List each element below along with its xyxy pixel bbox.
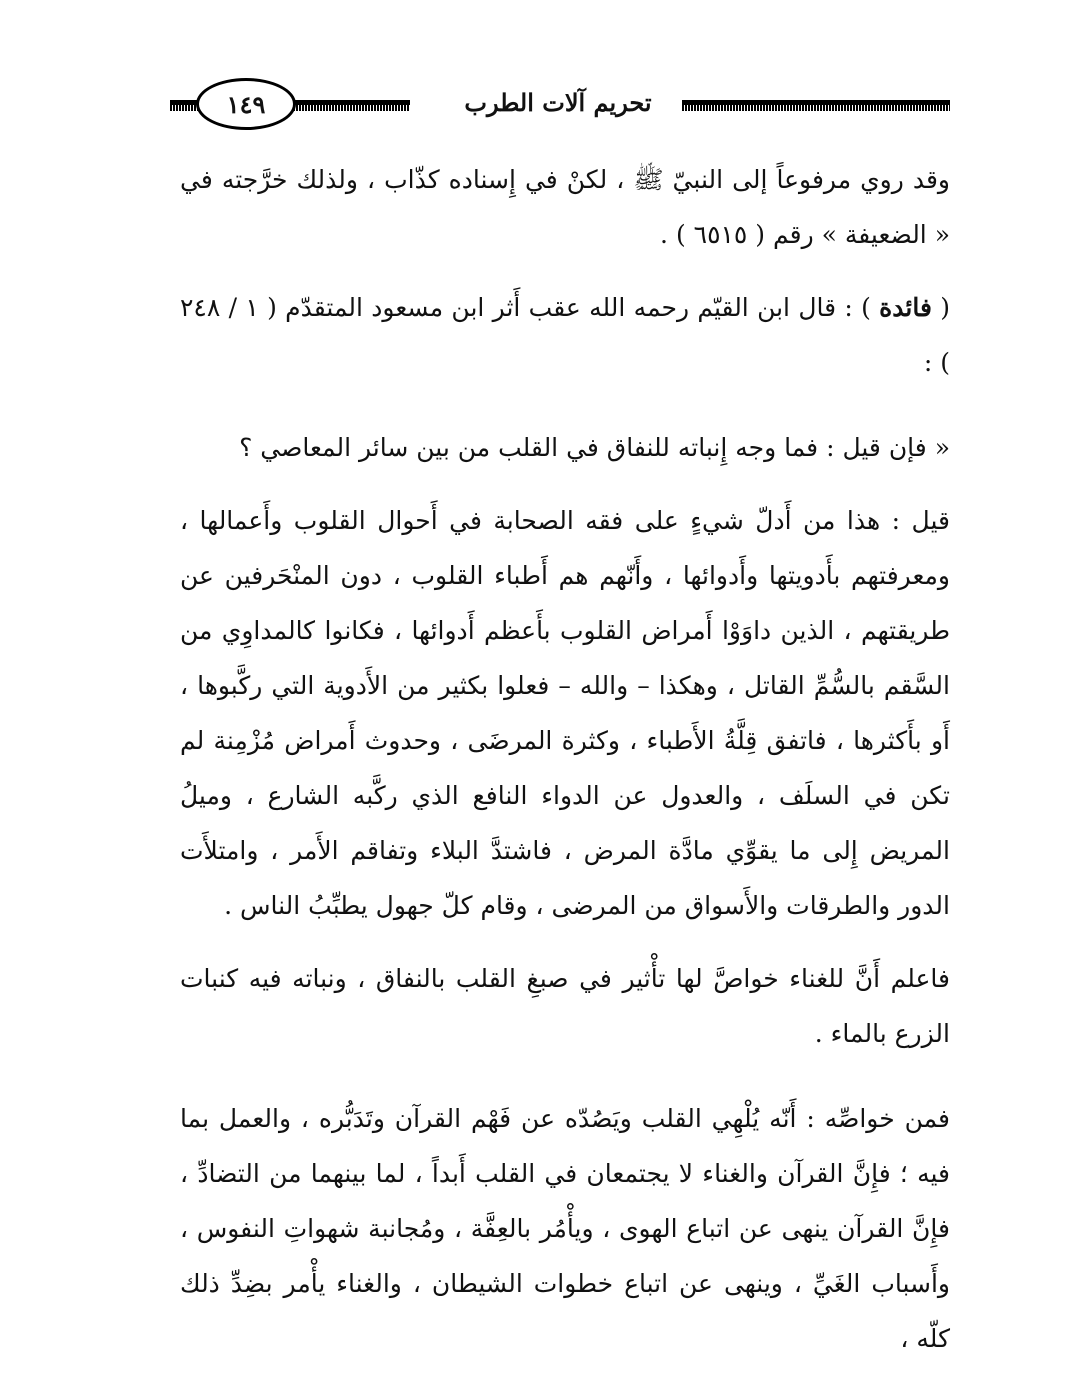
paragraph-2-open: ( <box>931 293 950 322</box>
page-number: ١٤٩ <box>226 89 266 119</box>
paragraph-2-text: ) : قال ابن القيّم رحمه الله عقب أَثر ابن مسعود المتقدّم ( ١ / ٢٤٨ ) : <box>180 293 950 377</box>
benefit-label: فائدة <box>879 293 932 322</box>
paragraph-3: « فإن قيل : فما وجه إِنباته للنفاق في القلب من بين سائر المعاصي ؟ <box>239 433 950 462</box>
page-number-badge <box>196 78 296 130</box>
paragraph-4: قيل : هذا من أَدلّ شيءٍ على فقه الصحابة في أَحوال القلوب وأَعمالها ، ومعرفتهم بأَدويتها وأَدوائها ، وأَنّهم هم أَطباء القلوب ، دون المنْحَرفين عن طريقتهم ، الذين داوَوْا أَمراض القلوب بأَعظم أَدوائها ، فكانوا كالمداوِي من السَّقم بالسُّمِّ القاتل ، وهكذا – والله – فعلوا بكثير من الأَدوية التي ركَّبوها ، أَو بأَكثرها ، فاتفق قِلَّةُ الأَطباء ، وكثرة المرضَى ، وحدوث أَمراض مُزْمِنة لم تكن في السلَف ، والعدول عن الدواء النافع الذي ركَّبه الشارع ، وميلُ المريض إِلى ما يقوِّي مادَّة المرض ، فاشتدَّ البلاء وتفاقم الأَمر ، وامتلأَت الدور والطرقات والأَسواق من المرضى ، وقام كلّ جهول يطبِّبُ الناس . <box>180 506 950 920</box>
running-title: تحريم آلات الطرب <box>464 88 652 117</box>
running-header <box>170 78 950 130</box>
paragraph-5: فاعلم أَنَّ للغناء خواصَّ لها تأْثير في صبغِ القلب بالنفاق ، ونباته فيه كنبات الزرع بالماء . <box>180 964 950 1048</box>
paragraph-2 <box>180 280 950 390</box>
paragraph-6: فمن خواصِّه : أَنّه يُلْهِي القلب ويَصُدّه عن فَهْم القرآن وتَدَبُّره ، والعمل بما فيه ؛ فإِنَّ القرآن والغناء لا يجتمعان في القلب أَبداً ، لما بينهما من التضادِّ ، فإِنَّ القرآن ينهى عن اتباع الهوى ، ويأْمُر بالعِفَّة ، ومُجانبة شهواتِ النفوس ، وأَسباب الغَيِّ ، وينهى عن اتباع خطوات الشيطان ، والغناء يأْمر بضِدِّ ذلك كلّه ، <box>180 1104 950 1353</box>
page-body <box>180 152 950 1366</box>
paragraph-1: وقد روي مرفوعاً إلى النبيّ ﷺ ، لكنْ في إِسناده كذّاب ، ولذلك خرَّجته في « الضعيفة » رقم ( ٦٥١٥ ) . <box>180 165 950 249</box>
header-rule-right <box>682 100 950 111</box>
